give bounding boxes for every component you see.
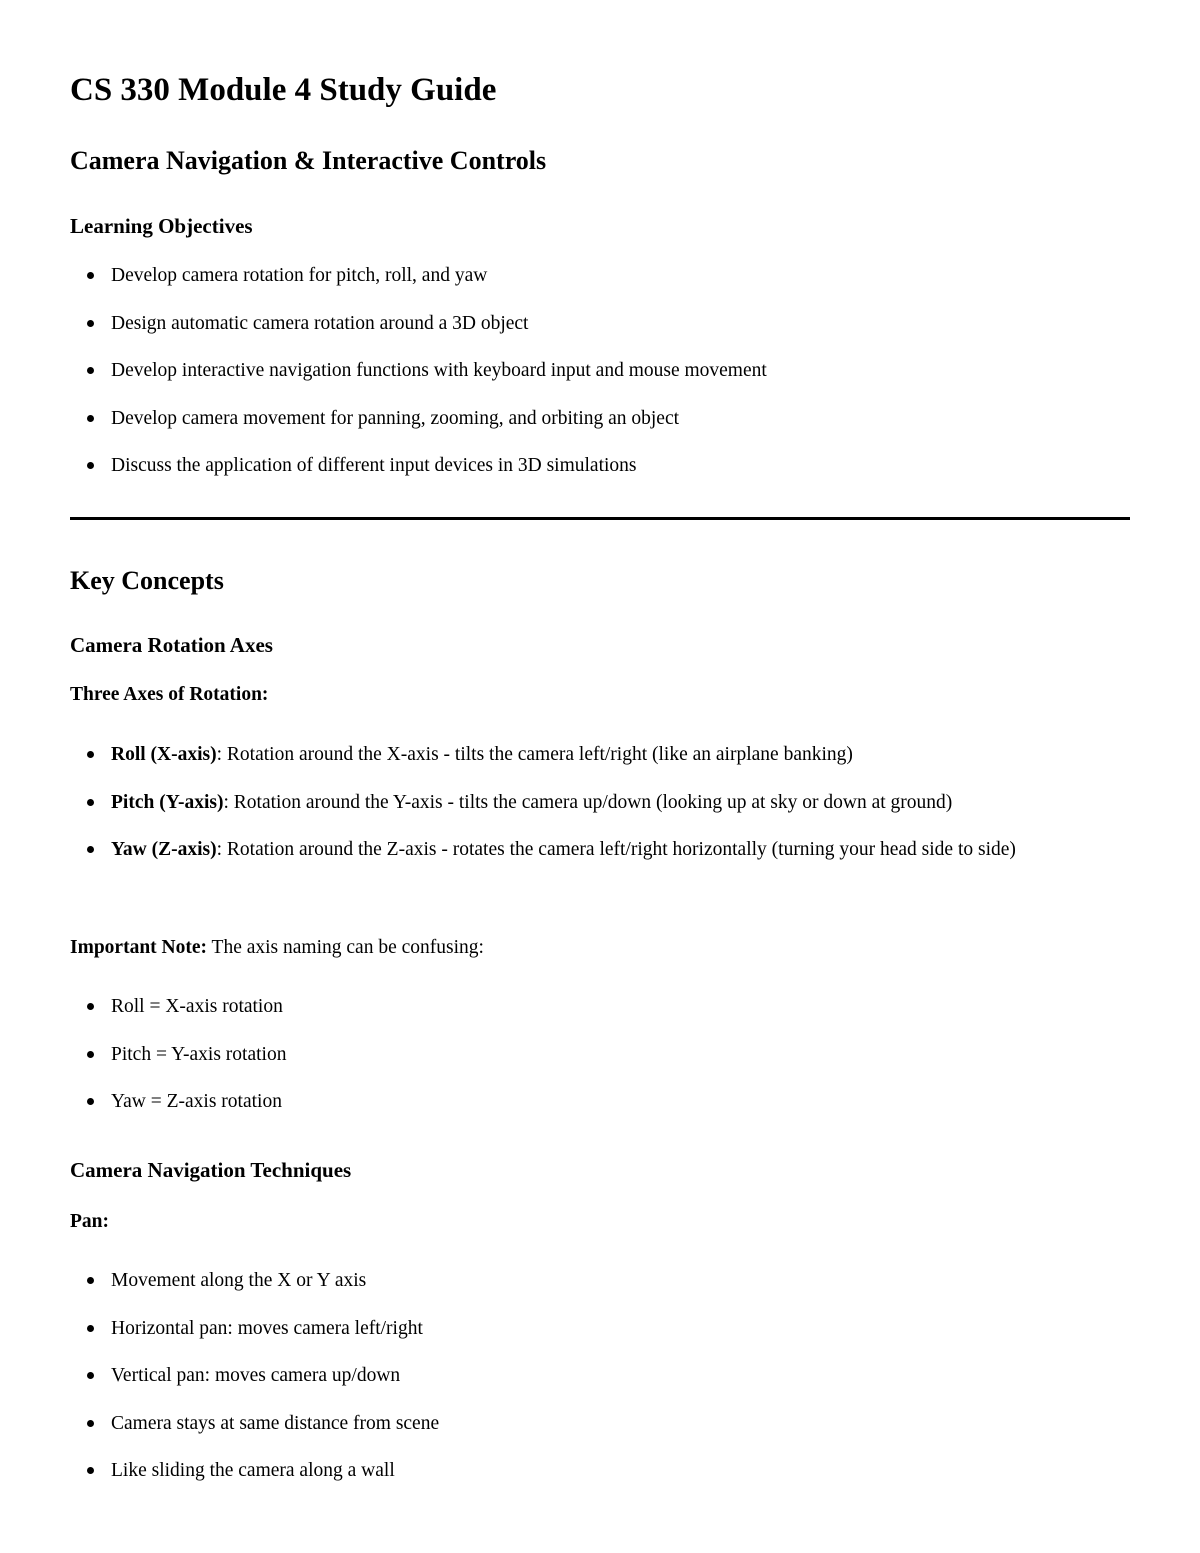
list-item: Movement along the X or Y axis — [70, 1261, 1130, 1300]
term-yaw: Yaw (Z-axis) — [111, 839, 217, 860]
list-item: Horizontal pan: moves camera left/right — [70, 1309, 1130, 1348]
important-note-label: Important Note: — [70, 937, 208, 958]
list-item-yaw — [70, 830, 1130, 869]
list-item: Develop camera movement for panning, zooming, and orbiting an object — [70, 399, 1130, 438]
list-item: Pitch = Y-axis rotation — [70, 1035, 1130, 1074]
list-item-roll — [70, 735, 1130, 774]
list-item: Develop camera rotation for pitch, roll, and yaw — [70, 256, 1130, 295]
learning-objectives-list — [70, 256, 1130, 494]
pan-list — [70, 1261, 1130, 1499]
desc-roll: : Rotation around the X-axis - tilts the camera left/right (like an airplane banking) — [216, 744, 853, 765]
key-concepts-heading: Key Concepts — [70, 566, 224, 595]
pan-label — [70, 1208, 109, 1236]
term-pitch: Pitch (Y-axis) — [111, 791, 224, 813]
section-divider — [70, 517, 1130, 520]
important-note-text: The axis naming can be confusing: — [207, 937, 484, 958]
list-item: Roll = X-axis rotation — [70, 987, 1130, 1026]
page-title: CS 330 Module 4 Study Guide — [70, 72, 497, 108]
camera-rotation-axes-heading: Camera Rotation Axes — [70, 633, 273, 657]
list-item: Yaw = Z-axis rotation — [70, 1082, 1130, 1121]
pan-label-text: Pan: — [70, 1211, 109, 1232]
rotation-axes-list — [70, 735, 1130, 878]
three-axes-label — [70, 681, 268, 709]
list-item: Discuss the application of different input devices in 3D simulations — [70, 446, 1130, 485]
camera-navigation-heading: Camera Navigation Techniques — [70, 1158, 352, 1182]
term-roll: Roll (X-axis) — [111, 744, 217, 765]
list-item: Like sliding the camera along a wall — [70, 1451, 1130, 1490]
desc-yaw: : Rotation around the Z-axis - rotates the camera left/right horizontally (turning your head side to side) — [216, 839, 1016, 860]
three-axes-label-text: Three Axes of Rotation: — [70, 684, 269, 705]
important-note — [70, 934, 484, 962]
page-subtitle: Camera Navigation & Interactive Controls — [70, 146, 547, 175]
list-item-pitch — [70, 783, 1130, 822]
desc-pitch: : Rotation around the Y-axis - tilts the camera up/down (looking up at sky or down at ground) — [223, 791, 953, 813]
learning-objectives-heading: Learning Objectives — [70, 214, 253, 238]
list-item: Vertical pan: moves camera up/down — [70, 1356, 1130, 1395]
list-item: Design automatic camera rotation around a 3D object — [70, 304, 1130, 343]
axis-summary-list — [70, 987, 1130, 1130]
list-item: Camera stays at same distance from scene — [70, 1404, 1130, 1443]
list-item: Develop interactive navigation functions with keyboard input and mouse movement — [70, 351, 1130, 390]
